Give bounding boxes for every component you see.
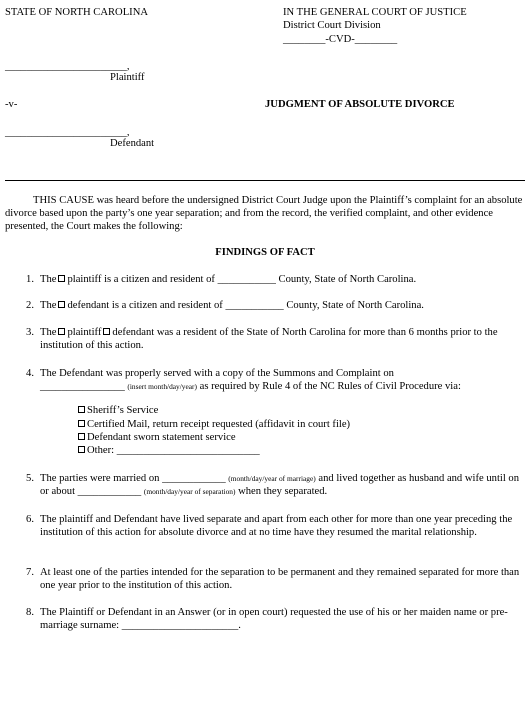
finding-text: The Plaintiff or Defendant in an Answer (or in open court) requested the use of his or her maiden name or pre-marriage surname: ______________________. <box>40 607 508 631</box>
service-checkbox[interactable] <box>78 446 85 453</box>
finding-number: 6. <box>26 514 34 525</box>
defendant-label: Defendant <box>110 138 155 149</box>
intro-paragraph: THIS CAUSE was heard before the undersigned District Court Judge upon the Plaintiff’s complaint for an absolute divorce based upon the party’s one year separation; and from the record, the verified complaint, and other evidence presented, the Court makes the following: <box>5 195 523 232</box>
service-date-hint: (insert month/day/year) <box>127 381 197 391</box>
findings-heading: FINDINGS OF FACT <box>215 247 315 258</box>
defendant-name-field[interactable]: _______________________, <box>5 127 130 138</box>
plaintiff-checkbox[interactable] <box>58 275 65 282</box>
service-option-label: Certified Mail, return receipt requested (affidavit in court file) <box>87 419 351 430</box>
plaintiff-label: Plaintiff <box>110 72 145 83</box>
finding-text: The parties were married on ____________ (month/day/year of marriage) and lived together as husband and wife until on or about ____________ (month/day/year of separation) when they separated. <box>40 473 520 497</box>
finding-text: The Defendant was properly served with a copy of the Summons and Complaint on ________________ (insert month/day/year) as required by Rule 4 of the NC Rules of Civil Procedure via: <box>40 368 461 392</box>
service-checkbox[interactable] <box>78 406 85 413</box>
finding-text: The plaintiff is a citizen and resident of ___________ County, State of North Carolina. <box>40 274 417 285</box>
marriage-date-hint: (month/day/year of marriage) <box>228 474 316 483</box>
defendant-checkbox[interactable] <box>58 301 65 308</box>
defendant-checkbox[interactable] <box>103 328 110 335</box>
court-heading-line2: District Court Division <box>283 20 381 31</box>
service-option-label: Sheriff’s Service <box>87 405 159 416</box>
service-option-sheriff[interactable] <box>76 405 158 417</box>
finding-number: 5. <box>26 473 34 484</box>
versus-label: -v- <box>5 99 18 110</box>
service-option-sworn-statement[interactable] <box>76 432 236 444</box>
service-checkbox[interactable] <box>78 433 85 440</box>
finding-text: The plaintiff defendant was a resident of the State of North Carolina for more than 6 months prior to the institution of this action. <box>40 327 498 351</box>
service-option-certified-mail[interactable] <box>76 419 350 431</box>
service-date-field[interactable]: ________________ <box>40 380 125 392</box>
plaintiff-checkbox[interactable] <box>58 328 65 335</box>
finding-number: 7. <box>26 567 34 578</box>
finding-text: The defendant is a citizen and resident of ___________ County, State of North Carolina. <box>40 300 424 311</box>
state-heading: STATE OF NORTH CAROLINA <box>5 7 149 18</box>
caption-divider <box>5 180 525 181</box>
finding-number: 8. <box>26 607 34 618</box>
document-title: JUDGMENT OF ABSOLUTE DIVORCE <box>265 99 455 110</box>
separation-date-hint: (month/day/year of separation) <box>143 486 236 496</box>
service-option-other[interactable] <box>76 445 260 457</box>
case-number-field[interactable]: ________-CVD-________ <box>283 34 398 45</box>
finding-number: 2. <box>26 300 34 311</box>
service-checkbox[interactable] <box>78 420 85 427</box>
service-option-label: Defendant sworn statement service <box>87 432 236 443</box>
service-option-label: Other: ___________________________ <box>87 445 260 456</box>
finding-number: 3. <box>26 327 34 338</box>
finding-text: At least one of the parties intended for the separation to be permanent and they remained separated for more than one year prior to the institution of this action. <box>40 567 520 591</box>
plaintiff-name-field[interactable]: _______________________, <box>5 61 130 72</box>
finding-number: 4. <box>26 368 34 379</box>
finding-text: The plaintiff and Defendant have lived separate and apart from each other for more than one year preceding the institution of this action for absolute divorce and at no time have they resumed the marital relationship. <box>40 514 513 538</box>
finding-number: 1. <box>26 274 34 285</box>
court-heading-line1: IN THE GENERAL COURT OF JUSTICE <box>283 7 467 18</box>
